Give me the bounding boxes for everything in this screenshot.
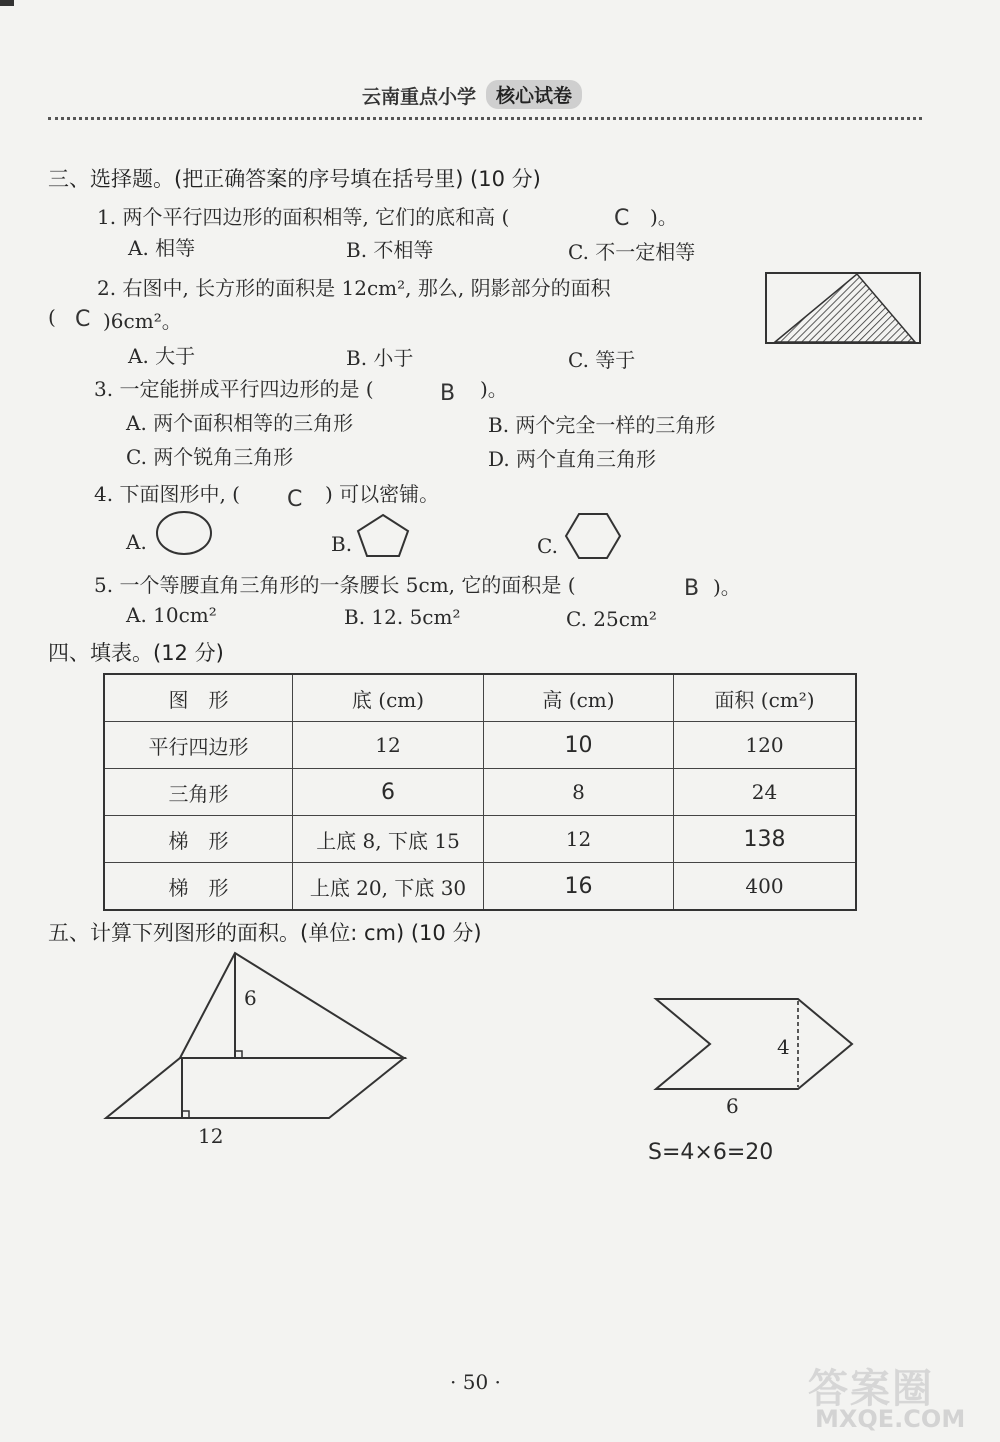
q3-answer: B xyxy=(440,381,456,406)
corner-mark xyxy=(0,0,14,6)
right-angle-mark xyxy=(235,1051,242,1058)
page-number: · 50 · xyxy=(450,1370,501,1394)
q1-answer: C xyxy=(614,206,630,231)
hexagon-shape xyxy=(564,512,622,560)
table-cell-answer: 10 xyxy=(484,722,674,769)
table-cell: 上底 20, 下底 30 xyxy=(293,863,484,911)
q2-text: 2. 右图中, 长方形的面积是 12cm², 那么, 阴影部分的面积 xyxy=(97,276,611,300)
q3-close: )。 xyxy=(480,377,508,401)
q2-answer: C xyxy=(75,307,91,332)
arrow-shape xyxy=(656,999,852,1089)
q5-option-a: A. 10cm² xyxy=(126,603,217,627)
q1-option-a: A. 相等 xyxy=(128,236,196,260)
parallelogram-shape xyxy=(106,1058,404,1118)
table-cell-answer: 16 xyxy=(484,863,674,911)
section3-heading: 三、选择题。(把正确答案的序号填在括号里) (10 分) xyxy=(48,167,541,191)
watermark-url: MXQE.COM xyxy=(815,1405,966,1433)
q4-option-b: B. xyxy=(331,532,353,556)
q2-option-b: B. 小于 xyxy=(346,346,414,370)
circle-shape xyxy=(155,510,215,558)
pentagon-shape xyxy=(355,513,411,559)
q2-close: )6cm²。 xyxy=(103,309,182,333)
section4-heading: 四、填表。(12 分) xyxy=(48,641,224,665)
section5-heading: 五、计算下列图形的面积。(单位: cm) (10 分) xyxy=(48,921,482,945)
q3-option-b: B. 两个完全一样的三角形 xyxy=(488,413,716,437)
q5-answer: B xyxy=(684,576,700,601)
table-header-row xyxy=(104,674,856,722)
q1-option-b: B. 不相等 xyxy=(346,238,434,262)
table-cell: 上底 8, 下底 15 xyxy=(293,816,484,863)
q3-option-a: A. 两个面积相等的三角形 xyxy=(126,411,354,435)
fig2-answer: S=4×6=20 xyxy=(648,1140,774,1165)
table-cell: 三角形 xyxy=(104,769,293,816)
table-cell: 12 xyxy=(484,816,674,863)
table-row xyxy=(104,816,856,863)
q5-text: 5. 一个等腰直角三角形的一条腰长 5cm, 它的面积是 ( xyxy=(94,573,576,597)
q1-text: 1. 两个平行四边形的面积相等, 它们的底和高 ( xyxy=(97,205,510,229)
table-cell: 8 xyxy=(484,769,674,816)
table-cell-answer: 138 xyxy=(674,816,857,863)
watermark-logo: 答案圈 xyxy=(808,1366,934,1412)
q4-close: ) 可以密铺。 xyxy=(325,482,440,506)
q3-option-c: C. 两个锐角三角形 xyxy=(126,445,294,469)
triangle-parallelogram-figure xyxy=(100,945,440,1125)
q5-option-b: B. 12. 5cm² xyxy=(344,605,461,629)
q4-answer: C xyxy=(287,487,303,512)
table-cell: 梯 形 xyxy=(104,816,293,863)
table-cell: 120 xyxy=(674,722,857,769)
table-row xyxy=(104,722,856,769)
q2-option-a: A. 大于 xyxy=(128,344,196,368)
q1-option-c: C. 不一定相等 xyxy=(568,240,696,264)
table-header: 面积 (cm²) xyxy=(674,674,857,722)
q2-open: ( xyxy=(48,305,56,329)
header-badge: 核心试卷 xyxy=(486,80,582,109)
fig1-base-label: 12 xyxy=(198,1124,224,1148)
fig2-base-label: 6 xyxy=(726,1094,739,1118)
q5-close: )。 xyxy=(713,575,741,599)
table-row xyxy=(104,769,856,816)
header-divider xyxy=(48,117,922,120)
table-row xyxy=(104,863,856,911)
q4-text: 4. 下面图形中, ( xyxy=(94,482,240,506)
right-angle-mark xyxy=(182,1111,189,1118)
table-cell: 平行四边形 xyxy=(104,722,293,769)
fig1-height-label: 6 xyxy=(244,986,257,1010)
q2-option-c: C. 等于 xyxy=(568,348,636,372)
header-title: 云南重点小学 xyxy=(362,86,477,108)
table-cell: 24 xyxy=(674,769,857,816)
table-header: 图 形 xyxy=(104,674,293,722)
table-cell: 12 xyxy=(293,722,484,769)
table-cell: 梯 形 xyxy=(104,863,293,911)
fill-table xyxy=(103,673,857,911)
q5-option-c: C. 25cm² xyxy=(566,607,657,631)
table-header: 底 (cm) xyxy=(293,674,484,722)
table-cell: 400 xyxy=(674,863,857,911)
q3-option-d: D. 两个直角三角形 xyxy=(488,447,657,471)
arrow-figure xyxy=(650,995,860,1095)
q2-rectangle-figure xyxy=(765,272,921,344)
q1-close: )。 xyxy=(650,205,678,229)
triangle-shape xyxy=(180,953,404,1058)
fig2-height-label: 4 xyxy=(777,1035,790,1059)
table-header: 高 (cm) xyxy=(484,674,674,722)
q3-text: 3. 一定能拼成平行四边形的是 ( xyxy=(94,377,374,401)
q4-option-a: A. xyxy=(126,530,147,554)
table-cell-answer: 6 xyxy=(293,769,484,816)
q4-option-c: C. xyxy=(537,534,558,558)
